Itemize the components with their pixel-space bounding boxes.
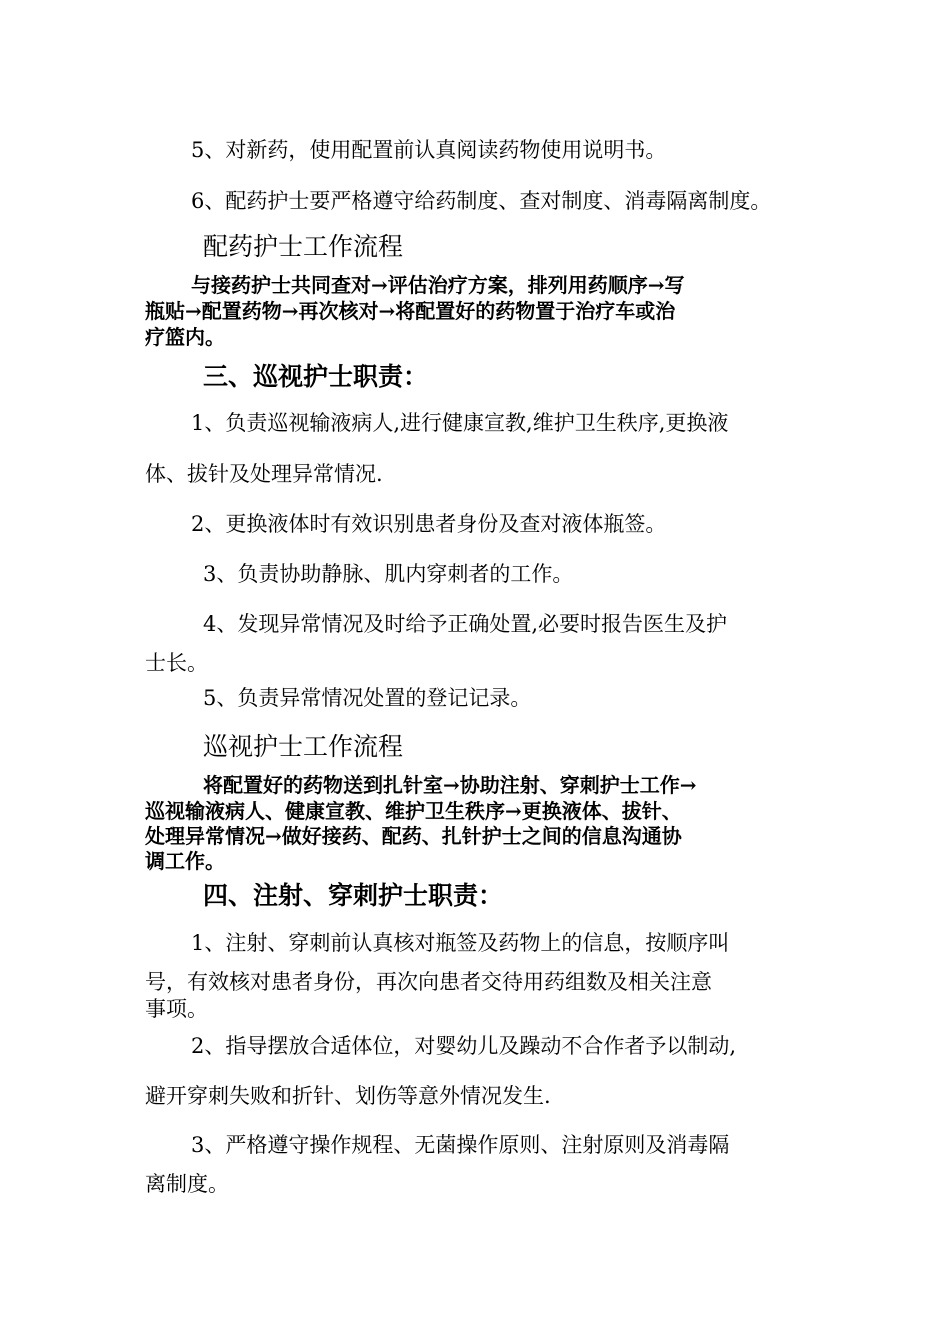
section4-line-4: 2、指导摆放合适体位，对婴幼儿及躁动不合作者予以制动, [191, 1034, 737, 1058]
section4-line-2: 号，有效核对患者身份，再次向患者交待用药组数及相关注意 [145, 970, 712, 994]
patrol-flow-title: 巡视护士工作流程 [203, 732, 404, 761]
patrol-flow-line-1: 将配置好的药物送到扎针室→协助注射、穿刺护士工作→ [203, 773, 697, 797]
section4-title: 四、注射、穿刺护士职责： [203, 881, 504, 910]
section3-line-7: 5、负责异常情况处置的登记记录。 [203, 686, 532, 710]
section3-line-3: 2、更换液体时有效识别患者身份及查对液体瓶签。 [191, 512, 667, 536]
section4-line-5: 避开穿刺失败和折针、划伤等意外情况发生. [145, 1084, 551, 1108]
patrol-flow-line-3: 处理异常情况→做好接药、配药、扎针护士之间的信息沟通协 [145, 824, 682, 848]
section4-line-1: 1、注射、穿刺前认真核对瓶签及药物上的信息，按顺序叫 [191, 931, 730, 955]
pharmacist-flow-title: 配药护士工作流程 [203, 232, 404, 261]
section2-item-5: 5、对新药，使用配置前认真阅读药物使用说明书。 [191, 138, 667, 162]
pharmacist-flow-line-2: 瓶贴→配置药物→再次核对→将配置好的药物置于治疗车或治 [145, 299, 676, 323]
section3-line-6: 士长。 [145, 651, 208, 675]
section4-line-3: 事项。 [145, 997, 208, 1021]
section4-line-6: 3、严格遵守操作规程、无菌操作原则、注射原则及消毒隔 [191, 1133, 730, 1157]
section2-item-6: 6、配药护士要严格遵守给药制度、查对制度、消毒隔离制度。 [191, 189, 772, 213]
section3-line-5: 4、发现异常情况及时给予正确处置,必要时报告医生及护 [203, 612, 728, 636]
patrol-flow-line-4: 调工作。 [145, 849, 225, 873]
section3-line-2: 体、拔针及处理异常情况. [145, 462, 383, 486]
section3-line-1: 1、负责巡视输液病人,进行健康宣教,维护卫生秩序,更换液 [191, 411, 729, 435]
section4-line-7: 离制度。 [145, 1172, 229, 1196]
section3-title: 三、巡视护士职责： [203, 362, 429, 391]
pharmacist-flow-line-1: 与接药护士共同查对→评估治疗方案，排列用药顺序→写 [191, 273, 685, 297]
section3-line-4: 3、负责协助静脉、肌内穿刺者的工作。 [203, 562, 574, 586]
patrol-flow-line-2: 巡视输液病人、健康宣教、维护卫生秩序→更换液体、拔针、 [145, 799, 682, 823]
pharmacist-flow-line-3: 疗篮内。 [145, 325, 225, 349]
